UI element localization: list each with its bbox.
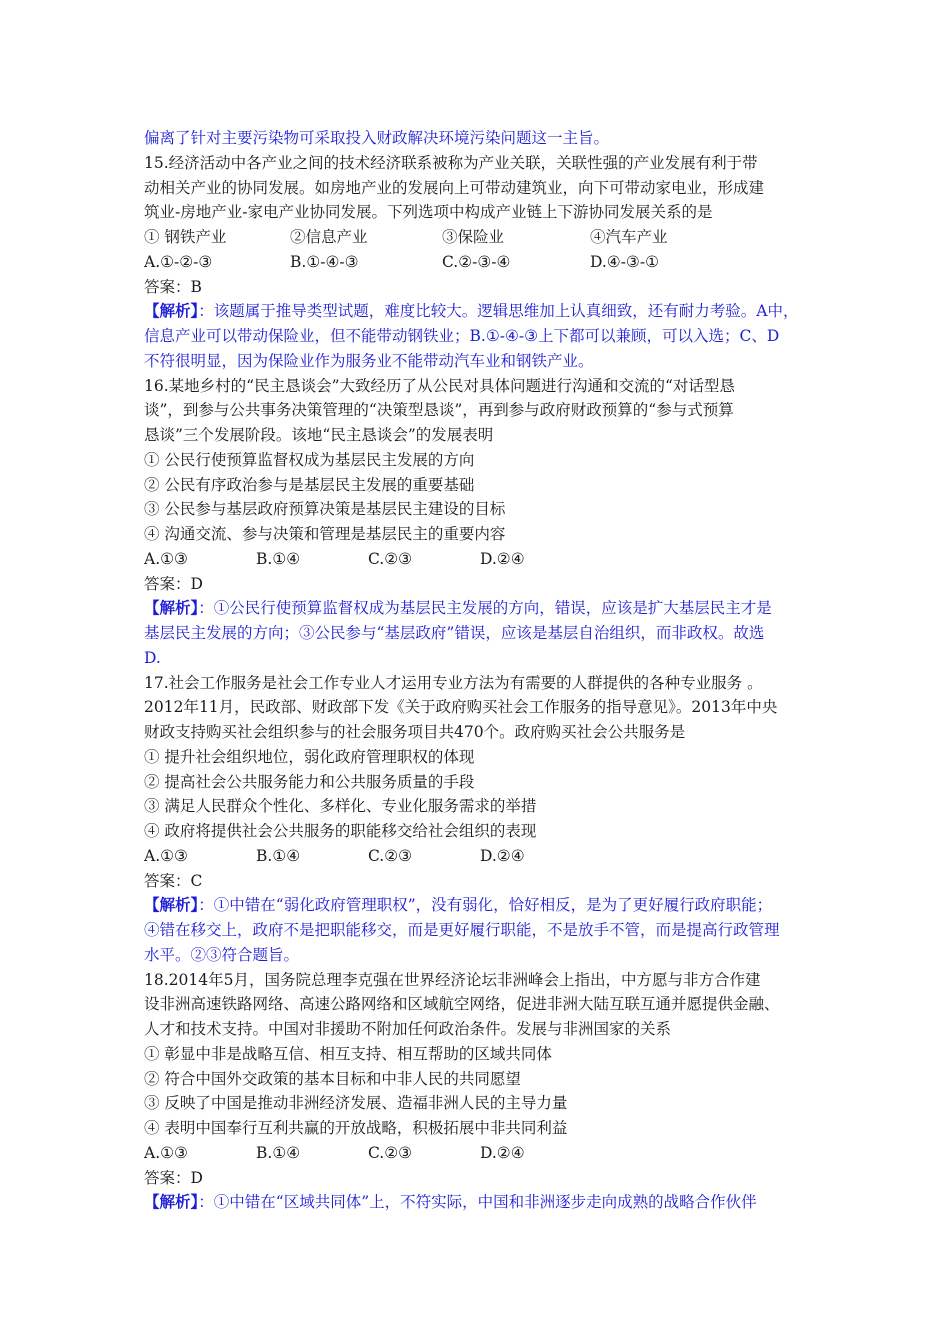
line-text: 财政支持购买社会组织参与的社会服务项目共470个。政府购买社会公共服务是 <box>144 723 686 741</box>
line-text: 答案：B <box>144 277 202 296</box>
line-text: ③ 满足人民群众个性化、多样化、专业化服务需求的举措 <box>144 797 537 816</box>
analysis-text-line <box>144 646 824 671</box>
line-text: 16.某地乡村的“民主恳谈会”大致经历了从公民对具体问题进行沟通和交流的“对话型恳 <box>144 376 735 395</box>
line-text: ④ 政府将提供社会公共服务的职能移交给社会组织的表现 <box>144 822 537 840</box>
text-line <box>144 695 824 720</box>
text-line <box>144 522 824 547</box>
option-item: ③保险业 <box>442 228 505 246</box>
options-row <box>144 250 824 275</box>
line-text: 15.经济活动中各产业之间的技术经济联系被称为产业关联，关联性强的产业发展有利于带 <box>144 153 758 172</box>
analysis-label: 【解析】 <box>144 1192 199 1212</box>
analysis-line <box>144 596 824 621</box>
text-line <box>144 473 824 498</box>
text-line <box>144 992 824 1017</box>
analysis-line <box>144 893 824 918</box>
line-text: 动相关产业的协同发展。如房地产业的发展向上可带动建筑业，向下可带动家电业，形成建 <box>144 178 765 197</box>
text-line <box>144 1091 824 1116</box>
text-line <box>144 200 824 225</box>
line-text: ② 公民有序政治参与是基层民主发展的重要基础 <box>144 475 475 494</box>
text-line <box>144 572 824 597</box>
option-item: C.②③ <box>368 549 413 568</box>
analysis-line <box>144 1190 824 1215</box>
option-item: D.②④ <box>480 846 525 865</box>
line-text: ① 公民行使预算监督权成为基层民主发展的方向 <box>144 450 475 469</box>
line-text: D. <box>144 648 161 667</box>
text-line <box>144 448 824 473</box>
text-line <box>144 1116 824 1141</box>
option-item: ②信息产业 <box>290 228 368 246</box>
line-text: ④错在移交上，政府不是把职能移交，而是更好履行职能，不是放手不管，而是提高行政管理 <box>144 921 780 939</box>
option-item: B.①④ <box>256 1143 301 1162</box>
analysis-text-line <box>144 918 824 943</box>
line-text: ③ 公民参与基层政府预算决策是基层民主建设的目标 <box>144 500 506 519</box>
option-item: B.①④ <box>256 846 301 865</box>
document-body <box>144 126 824 1215</box>
line-text: ④ 沟通交流、参与决策和管理是基层民主的重要内容 <box>144 525 506 543</box>
line-text: 信息产业可以带动保险业，但不能带动钢铁业；B.①-④-③上下都可以兼顾，可以入选；C、D <box>144 327 780 345</box>
option-item: C.②-③-④ <box>442 252 511 271</box>
analysis-label: 【解析】 <box>144 895 199 915</box>
line-text: ② 符合中国外交政策的基本目标和中非人民的共同愿望 <box>144 1069 521 1088</box>
text-line <box>144 423 824 448</box>
line-text: 恳谈”三个发展阶段。该地“民主恳谈会”的发展表明 <box>144 426 494 444</box>
text-line <box>144 794 824 819</box>
option-item: C.②③ <box>368 846 413 865</box>
option-item: ④汽车产业 <box>590 228 668 246</box>
options-row <box>144 547 824 572</box>
line-text: 水平。②③符合题旨。 <box>144 945 300 964</box>
option-item: A.①③ <box>144 846 188 865</box>
line-text: ① 彰显中非是战略互信、相互支持、相互帮助的区域共同体 <box>144 1044 552 1063</box>
options-row <box>144 225 824 250</box>
line-text: 基层民主发展的方向；③公民参与“基层政府”错误，应该是基层自治组织，而非政权。故选 <box>144 624 765 642</box>
text-line <box>144 1042 824 1067</box>
text-line <box>144 1166 824 1191</box>
line-text: 不符很明显，因为保险业作为服务业不能带动汽车业和钢铁产业。 <box>144 351 594 370</box>
line-text: 2012年11月，民政部、财政部下发《关于政府购买社会工作服务的指导意见》。2013年中央 <box>144 698 778 717</box>
analysis-text-line <box>144 621 824 646</box>
line-text: 偏离了针对主要污染物可采取投入财政解决环境污染问题这一主旨。 <box>144 129 610 147</box>
text-line <box>144 671 824 696</box>
text-line <box>144 968 824 993</box>
line-text: ：①中错在“区域共同体”上，不符实际，中国和非洲逐步走向成熟的战略合作伙伴 <box>198 1193 757 1212</box>
analysis-label: 【解析】 <box>144 301 199 321</box>
text-line <box>144 745 824 770</box>
option-item: B.①④ <box>256 549 301 568</box>
options-row <box>144 844 824 869</box>
text-line <box>144 720 824 745</box>
option-item: A.①③ <box>144 549 188 568</box>
line-text: 谈”，到参与公共事务决策管理的“决策型恳谈”，再到参与政府财政预算的“参与式预算 <box>144 401 734 420</box>
option-item: D.②④ <box>480 1143 525 1162</box>
analysis-label: 【解析】 <box>144 598 199 618</box>
text-line <box>144 151 824 176</box>
line-text: ③ 反映了中国是推动非洲经济发展、造福非洲人民的主导力量 <box>144 1094 568 1113</box>
analysis-text-line <box>144 126 824 151</box>
option-item: ① 钢铁产业 <box>144 228 227 246</box>
text-line <box>144 770 824 795</box>
analysis-text-line <box>144 349 824 374</box>
text-line <box>144 869 824 894</box>
line-text: ：①公民行使预算监督权成为基层民主发展的方向，错误，应该是扩大基层民主才是 <box>198 599 772 618</box>
text-line <box>144 1017 824 1042</box>
options-row <box>144 1141 824 1166</box>
line-text: ④ 表明中国奉行互利共赢的开放战略，积极拓展中非共同利益 <box>144 1119 568 1137</box>
text-line <box>144 176 824 201</box>
analysis-text-line <box>144 324 824 349</box>
text-line <box>144 398 824 423</box>
text-line <box>144 275 824 300</box>
line-text: 设非洲高速铁路网络、高速公路网络和区域航空网络，促进非洲大陆互联互通并愿提供金融、 <box>144 995 780 1014</box>
line-text: ① 提升社会组织地位，弱化政府管理职权的体现 <box>144 747 475 766</box>
analysis-text-line <box>144 943 824 968</box>
line-text: 17.社会工作服务是社会工作专业人才运用专业方法为有需要的人群提供的各种专业服务 。 <box>144 673 763 692</box>
option-item: D.②④ <box>480 549 525 568</box>
line-text: 18.2014年5月，国务院总理李克强在世界经济论坛非洲峰会上指出，中方愿与非方合作建 <box>144 970 761 989</box>
line-text: 答案：D <box>144 574 203 593</box>
option-item: B.①-④-③ <box>290 252 359 271</box>
text-line <box>144 374 824 399</box>
option-item: C.②③ <box>368 1143 413 1162</box>
option-item: A.①③ <box>144 1143 188 1162</box>
option-item: D.④-③-① <box>590 252 659 271</box>
text-line <box>144 1067 824 1092</box>
line-text: ：①中错在“弱化政府管理职权”，没有弱化，恰好相反，是为了更好履行政府职能； <box>198 896 773 915</box>
line-text: 筑业-房地产业-家电产业协同发展。下列选项中构成产业链上下游协同发展关系的是 <box>144 203 713 222</box>
line-text: 人才和技术支持。中国对非援助不附加任何政治条件。发展与非洲国家的关系 <box>144 1020 672 1038</box>
text-line <box>144 497 824 522</box>
option-item: A.①-②-③ <box>144 252 213 271</box>
line-text: ：该题属于推导类型试题，难度比较大。逻辑思维加上认真细致，还有耐力考验。A中， <box>198 302 799 321</box>
line-text: 答案：C <box>144 871 203 890</box>
text-line <box>144 819 824 844</box>
line-text: 答案：D <box>144 1168 203 1187</box>
analysis-line <box>144 299 824 324</box>
line-text: ② 提高社会公共服务能力和公共服务质量的手段 <box>144 772 475 791</box>
